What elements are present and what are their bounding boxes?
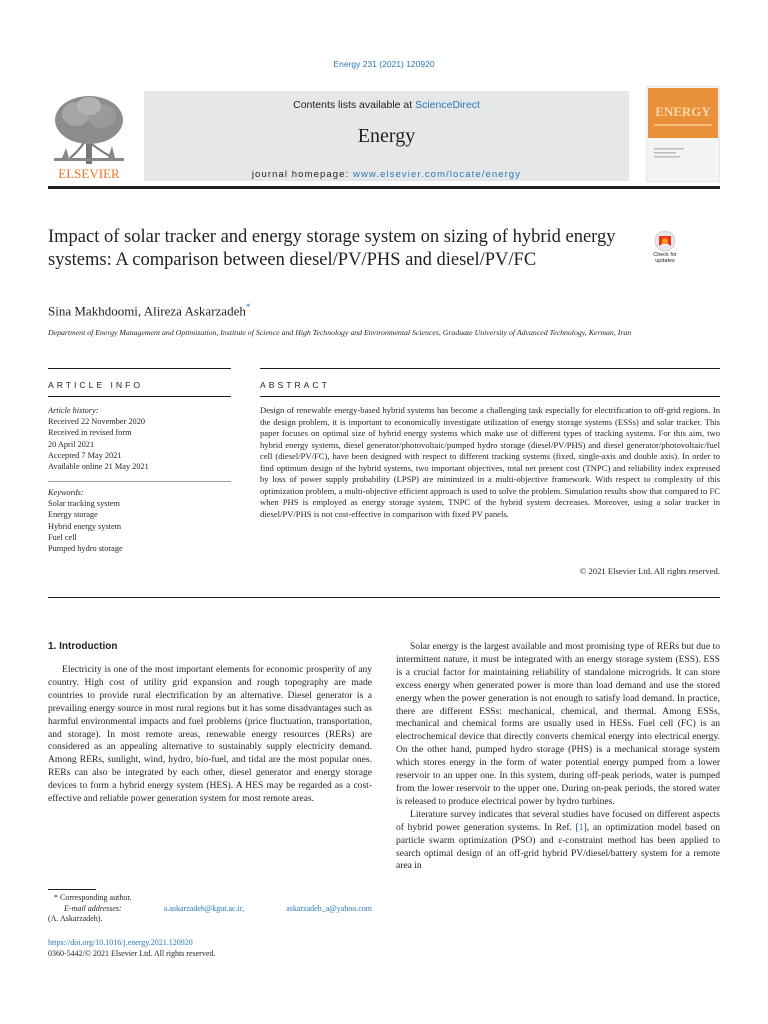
body-column-left <box>48 664 372 806</box>
doi-link[interactable]: https://doi.org/10.1016/j.energy.2021.120920 <box>48 938 193 947</box>
body-paragraph: Solar energy is the largest available and most promising type of RERs but due to intermittent nature, it must be integrated with an energy storage system (ESS). ESS is a crucial factor for maintaining reliability of standalone microgrids. It can store excess energy when generated power is more than load demand and use the stored energy when the power generation is not enough to satisfy load demand. In practice, there are different ESSs: mechanical, chemical, and thermal. Among ESSs, mechanical and chemical forms are usually used in HESs. Fuel cell (FC) is an electrochemical device that directly converts chemical energy into electrical energy. On the other hand, pumped hydro storage (PHS) is a mechanical storage system which stores energy in the form of water potential energy pumped from a lower reservoir to an upper one. In this system, during off-peak periods, water is pumped from the lower reservoir to the upper one. During on-peak periods, the stored water is released to produce electrical power by hydro turbines. <box>396 641 720 807</box>
article-info-top-rule <box>48 368 231 369</box>
masthead-rule <box>48 186 720 189</box>
svg-text:updates: updates <box>655 258 675 264</box>
keyword-item: Energy storage <box>48 510 98 520</box>
journal-citation[interactable]: Energy 231 (2021) 120920 <box>333 59 435 69</box>
email-line <box>48 904 372 915</box>
abstract-heading-rule <box>260 396 720 397</box>
footnote-rule <box>48 889 96 890</box>
history-item: Available online 21 May 2021 <box>48 462 149 472</box>
issn-copyright: 0360-5442/© 2021 Elsevier Ltd. All rights reserved. <box>48 949 216 958</box>
footnote-author-name: (A. Askarzadeh). <box>48 914 103 923</box>
body-paragraph: Literature survey indicates that several studies have focused on different aspects of hybrid power generation systems. In Ref. [1], an optimization model based on particle swarm optimization (PSO) and ε-constraint method has been applied to search optimal design of an off-grid hybrid PV/diesel/battery system for a remote area in <box>396 808 720 872</box>
email-link-secondary[interactable]: askarzadeh_a@yahoo.com <box>286 903 372 913</box>
history-item: Received in revised form <box>48 428 132 438</box>
article-history <box>48 405 228 472</box>
history-item: Received 22 November 2020 <box>48 417 145 427</box>
journal-name: Energy <box>357 125 416 147</box>
sciencedirect-link[interactable]: ScienceDirect <box>415 99 480 111</box>
email-link-primary[interactable]: a.askarzadeh@kgut.ac.ir, <box>163 903 245 913</box>
keywords-block <box>48 487 228 554</box>
keyword-item: Pumped hydro storage <box>48 544 123 554</box>
journal-homepage-link[interactable]: www.elsevier.com/locate/energy <box>352 169 522 180</box>
contents-line: Contents lists available at ScienceDirect <box>293 99 480 111</box>
homepage-line: journal homepage: www.elsevier.com/locate/energy <box>251 169 522 180</box>
front-matter-bottom-rule <box>48 597 720 598</box>
crossmark-icon <box>643 230 687 264</box>
body-paragraph: Electricity is one of the most important elements for economic prosperity of any country. High cost of utility grid expansion and rough topography are made countries to provide rural electrification by an alternative. Diesel generator is a prevailing energy source in most rural regions but it has some disadvantages such as harmful environmental impacts and fuel problems (price fluctuation, transportation, and storage). In most remote areas, renewable energy resources (RERs) are considered as an appealing alternative to sustainably supply electricity demand. Among RERs, sunlight, wind, hydro, bio-fuel, and tidal are the most popular ones. RERs can also be integrated by each other, diesel generator and energy storage devices to form a hybrid energy system (HES). A HES may be regarded as a cost-effective and reliable power generation system for most remote areas. <box>48 664 372 805</box>
article-info-heading: ARTICLE INFO <box>48 380 144 390</box>
abstract-copyright: © 2021 Elsevier Ltd. All rights reserved. <box>579 566 720 576</box>
elsevier-wordmark: ELSEVIER <box>58 166 120 181</box>
article-title: Impact of solar tracker and energy storage system on sizing of hybrid energy systems: A comparison between diesel/PV/PHS and diesel/PV/FC <box>48 227 616 270</box>
keyword-item: Hybrid energy system <box>48 521 122 531</box>
article-info-heading-rule <box>48 396 231 397</box>
reference-link[interactable]: 1 <box>578 821 584 833</box>
author-affiliation: Department of Energy Management and Optimization, Institute of Science and High Technology and Environmental Sciences, Graduate University of Advanced Technology, Kerman, Iran <box>48 328 632 337</box>
tree-of-knowledge-icon <box>48 92 130 182</box>
history-item: Accepted 7 May 2021 <box>48 450 122 460</box>
history-label: Article history: <box>48 406 99 415</box>
check-for-updates-badge[interactable] <box>643 230 687 264</box>
elsevier-logo[interactable] <box>48 92 130 182</box>
keyword-item: Fuel cell <box>48 532 77 542</box>
corresponding-author-mark[interactable]: * <box>245 302 251 312</box>
keyword-item: Solar tracking system <box>48 499 120 509</box>
corresponding-author-label: * Corresponding author. <box>54 893 132 902</box>
svg-text:Check for: Check for <box>653 252 677 258</box>
introduction-heading: 1. Introduction <box>48 641 118 652</box>
keywords-divider <box>48 481 231 482</box>
abstract-heading: ABSTRACT <box>260 380 330 390</box>
author-list: Sina Makhdoomi, Alireza Askarzadeh* <box>48 302 251 319</box>
history-item: 20 April 2021 <box>48 439 95 449</box>
journal-masthead <box>48 86 720 184</box>
email-label: E-mail addresses: <box>64 903 122 913</box>
abstract-top-rule <box>260 368 720 369</box>
abstract-text: Design of renewable energy-based hybrid systems has become a challenging task especially for electrification to off-grid regions. In the design problem, it is important to economically investigate utilization of energy storage systems (ESSs) and solar tracker. This paper focuses on optimal size of hybrid energy systems which make use of different types of tracking systems. For this aim, two hybrid energy systems, diesel generator/photovoltaic/pumped hydro storage (diesel/PV/PHS) and diesel generator/photovoltaic/fuel cell (diesel/PV/FC), have been designed with respect to different tracking systems (fixed, single-axis and double axis). In order to find optimum design of the hybrid systems, two important objectives, total net present cost (TNPC) and reliability index expressed by loss of power supply probability (LPSP) are minimized in a multi-objective framework. With respect to complexity of this optimization problem, a multi-objective efficient approach is used to solve the problem. Simulation results show that compared to FC when PHS is employed as energy storage system, TNPC of the hybrid system decreases. Moreover, using a solar tracker in diesel/PV/PHS is not cost-effective in comparison with fixed PV panels. <box>260 405 720 519</box>
cover-title: ENERGY <box>655 104 711 119</box>
header-band <box>144 91 629 181</box>
keywords-label: Keywords: <box>48 488 84 497</box>
journal-cover-thumbnail[interactable] <box>646 86 720 182</box>
body-column-right <box>396 641 720 873</box>
corresponding-author-footnote <box>48 893 372 925</box>
